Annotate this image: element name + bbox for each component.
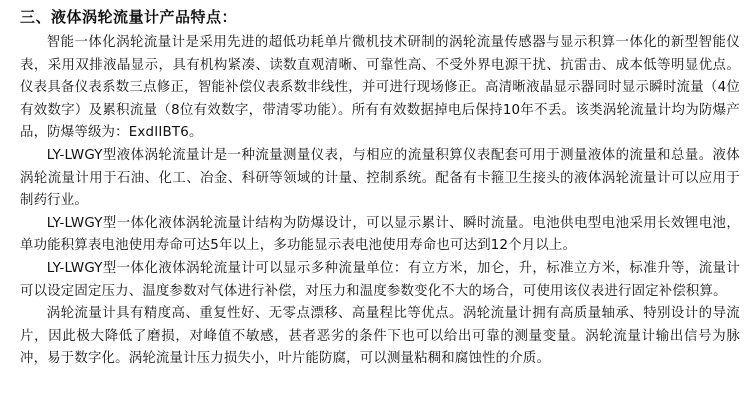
paragraph-intro: 智能一体化涡轮流量计是采用先进的超低功耗单片微机技术研制的涡轮流量传感器与显示积算一体化的新型智能仪表，采用双排液晶显示，具有机构紧凑、读数直观清晰、可靠性高、不受外界电源干扰、抗雷击、成本低等明显优点。仪表具备仪表系数三点修正，智能补偿仪表系数非线性，并可进行现场修正。高清晰液晶显示器同时显示瞬时流量（4位有效数字）及累积流量（8位有效数字，带清零功能）。所有有效数据掉电后保持10年不丢。该类涡轮流量计均为防爆产品，防爆等级为：ExdIIBT6。 <box>20 35 740 141</box>
section-heading: 三、液体涡轮流量计产品特点： <box>20 8 238 26</box>
paragraph-advantages: 涡轮流量计具有精度高、重复性好、无零点漂移、高量程比等优点。涡轮流量计拥有高质量轴承、特别设计的导流片，因此极大降低了磨损，对峰值不敏感，甚者恶劣的条件下也可以给出可靠的测量变量。涡轮流量计输出信号为脉冲，易于数字化。涡轮流量计压力损失小，叶片能防腐，可以测量粘稠和腐蚀性的介质。 <box>20 306 740 367</box>
paragraph-lwgy-explosion-proof: LY-LWGY型一体化液体涡轮流量计结构为防爆设计，可以显示累计、瞬时流量。电池供电型电池采用长效锂电池，单功能积算表电池使用寿命可达5年以上，多功能显示表电池使用寿命也可达到12个月以上。 <box>20 215 740 254</box>
paragraph-lwgy-units: LY-LWGY型一体化液体涡轮流量计可以显示多种流量单位：有立方米，加仑，升，标准立方米，标准升等，流量计可以设定固定压力、温度参数对气体进行补偿，对压力和温度参数变化不大的场合，可使用该仪表进行固定补偿积算。 <box>20 260 740 299</box>
paragraph-lwgy-application: LY-LWGY型液体涡轮流量计是一种流量测量仪表，与相应的流量积算仪表配套可用于测量液体的流量和总量。液体涡轮流量计用于石油、化工、冶金、科研等领域的计量、控制系统。配备有卡箍卫生接头的液体涡轮流量计可以应用于制药行业。 <box>20 147 740 209</box>
